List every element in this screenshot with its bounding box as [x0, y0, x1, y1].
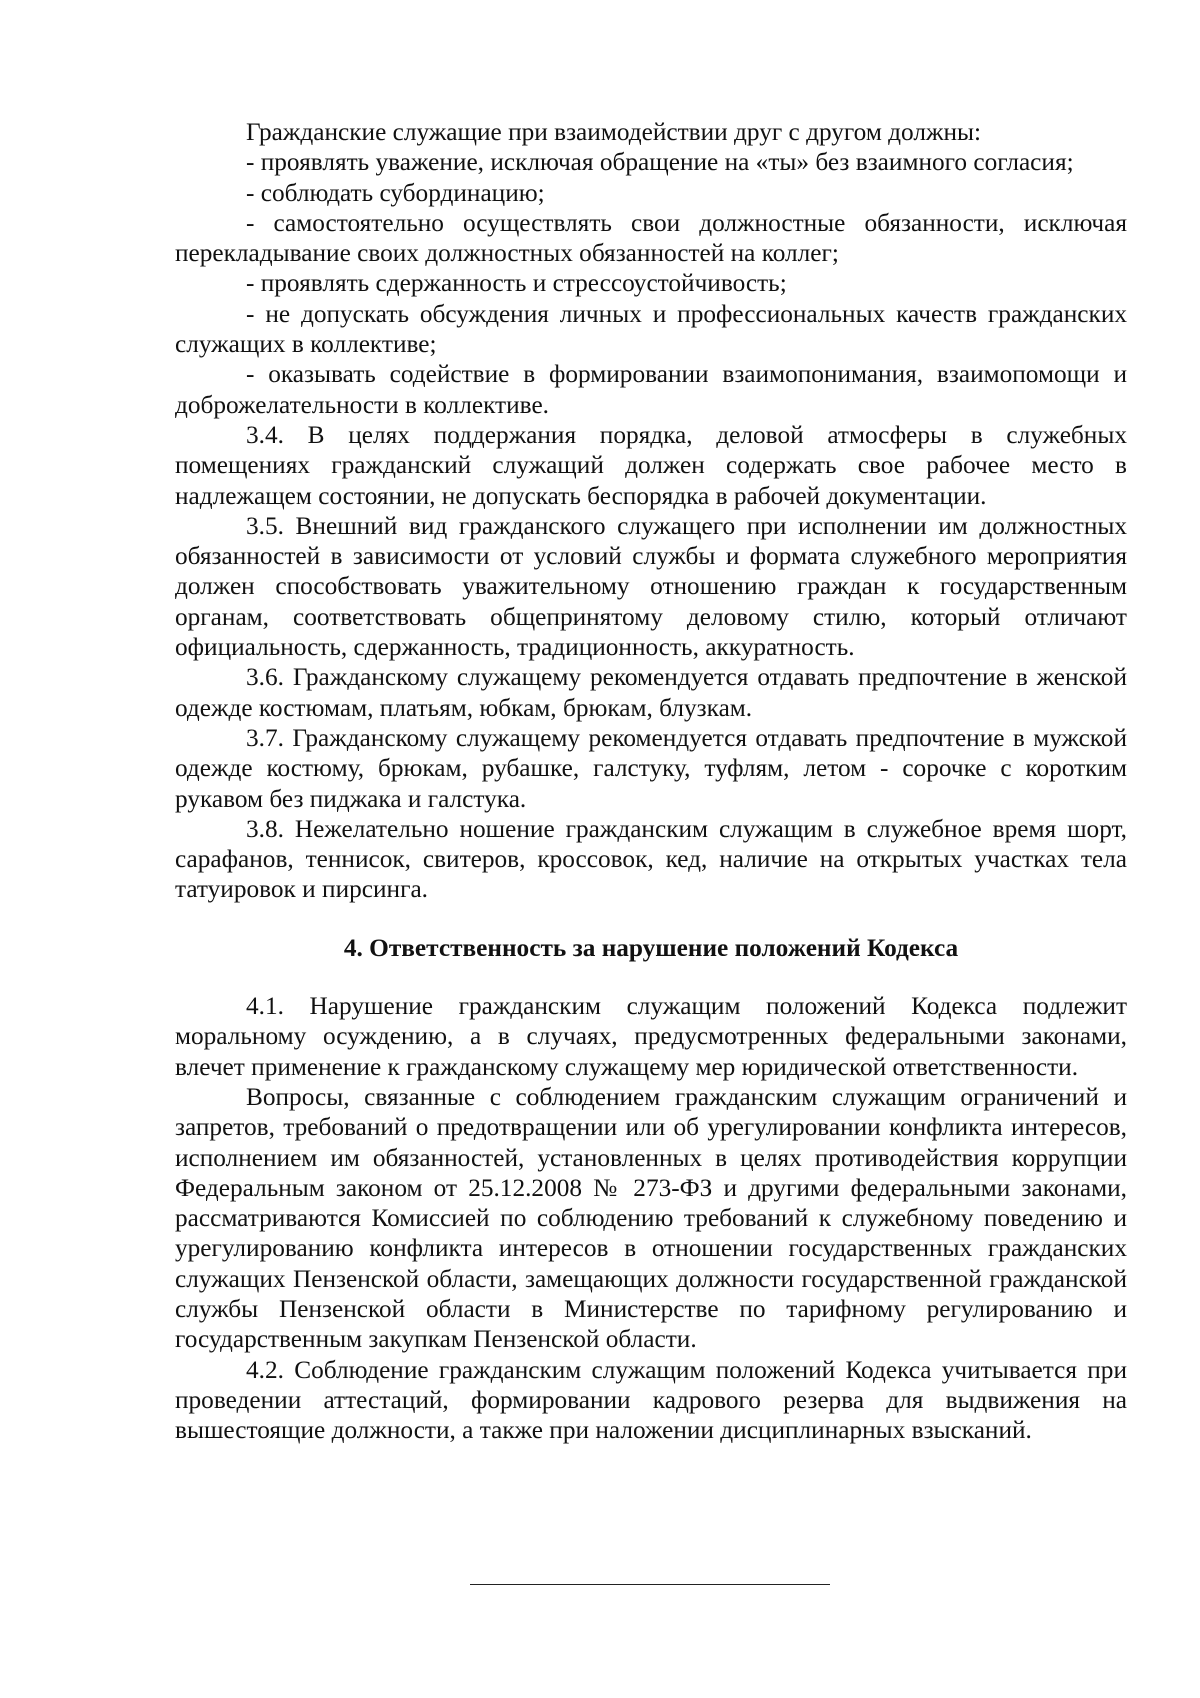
list-item-independence: - самостоятельно осуществлять свои должностные обязанности, исключая перекладывание своих должностных обязанностей на коллег; [175, 208, 1127, 268]
closing-divider-line [470, 1584, 830, 1585]
clause-3-7: 3.7. Гражданскому служащему рекомендуется отдавать предпочтение в мужской одежде костюму, брюкам, рубашке, галстуку, туфлям, летом - сорочке с коротким рукавом без пиджака и галстука. [175, 723, 1127, 813]
list-item-restraint: - проявлять сдержанность и стрессоустойчивость; [246, 269, 787, 298]
clause-4-1: 4.1. Нарушение гражданским служащим положений Кодекса подлежит моральному осуждению, а в случаях, предусмотренных федеральными законами, влечет применение к гражданскому служащему мер юридической ответственности. [175, 992, 1127, 1081]
clause-4-1-questions: Вопросы, связанные с соблюдением гражданским служащим ограничений и запретов, требований о предотвращении или об урегулировании конфликта интересов, исполнением им обязанностей, установленных в целях противодействия коррупции Федеральным законом от 25.12.2008 № 273-ФЗ и другими федеральными законами, рассматриваются Комиссией по соблюдению требований к служебному поведению и урегулированию конфликта интересов в отношении государственных гражданских служащих Пензенской области, замещающих должности государственной гражданской службы Пензенской области в Министерстве по тарифному регулированию и государственным закупкам Пензенской области. [175, 1082, 1127, 1354]
list-item-subordination: - соблюдать субординацию; [246, 178, 545, 207]
list-item-assistance: - оказывать содействие в формировании взаимопонимания, взаимопомощи и доброжелательности в коллективе. [175, 360, 1127, 419]
list-item-no-discussion: - не допускать обсуждения личных и профессиональных качеств гражданских служащих в коллективе; [175, 299, 1127, 359]
clause-3-8: 3.8. Нежелательно ношение гражданским служащим в служебное время шорт, сарафанов, теннисок, свитеров, кроссовок, кед, наличие на открытых участках тела татуировок и пирсинга. [175, 814, 1127, 904]
clause-3-4: 3.4. В целях поддержания порядка, деловой атмосферы в служебных помещениях гражданский служащий должен содержать свое рабочее место в надлежащем состоянии, не допускать беспорядка в рабочей документации. [175, 420, 1127, 510]
clause-4-2: 4.2. Соблюдение гражданским служащим положений Кодекса учитывается при проведении аттестаций, формировании кадрового резерва для выдвижения на вышестоящие должности, а также при наложении дисциплинарных взысканий. [175, 1355, 1127, 1445]
list-item-respect: - проявлять уважение, исключая обращение на «ты» без взаимного согласия; [246, 148, 1074, 177]
clause-3-6: 3.6. Гражданскому служащему рекомендуется отдавать предпочтение в женской одежде костюмам, платьям, юбкам, брюкам, блузкам. [175, 663, 1127, 722]
document-body [175, 117, 1127, 1445]
clause-3-5: 3.5. Внешний вид гражданского служащего при исполнении им должностных обязанностей в зависимости от условий службы и формата служебного мероприятия должен способствовать уважительному отношению граждан к государственным органам, соответствовать общепринятому деловому стилю, который отличают официальность, сдержанность, традиционность, аккуратность. [175, 511, 1127, 662]
paragraph-intro: Гражданские служащие при взаимодействии друг с другом должны: [246, 118, 982, 146]
section-4-heading: 4. Ответственность за нарушение положений Кодекса [343, 933, 959, 962]
